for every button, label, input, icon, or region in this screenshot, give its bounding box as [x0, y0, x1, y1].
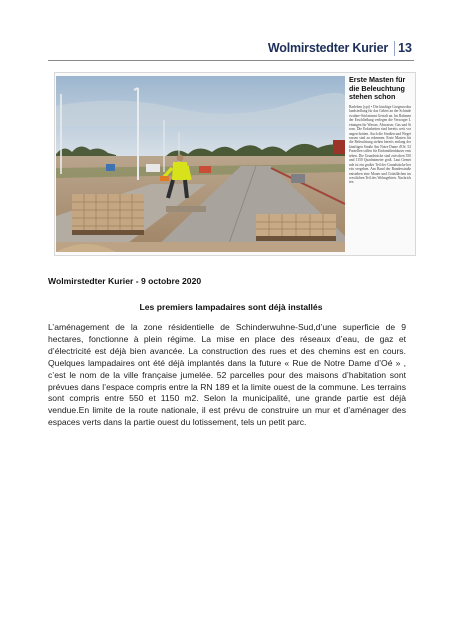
- article-source-line: Wolmirstedter Kurier - 9 octobre 2020: [48, 276, 202, 286]
- article-body: L’aménagement de la zone résidentielle de Schinderwuhne-Sud,d’une superficie de 9 hectares, fonctionne à plein régime. La mise en place des réseaux d’eau, de gaz et d’électricité est déjà bien avancée. La construction des rues et des chemins est en cours. Quelques lampadaires ont été déjà implantés dans la future « Rue de Notre Dame d’Oé » , c’est le nom de la ville française jumelée. 52 parcelles pour des maisons d’habitation sont prévues dans l’espace compris entre la RN 189 et la limite ouest de la commune. Les terrains sont compris entre 550 et 1150 m2. Selon la municipalité, une grande partie est déjà vendue.En limite de la route nationale, il est prévu de construire un mur et d’aménager des espaces verts dans la partie ouest du lotissement, tels un petit parc.: [48, 322, 406, 428]
- clipping-sidebar-text: Barleben (ypi) • Die künftige Gorgenwohnlandsiedlung für das Gebiet an der Schinderwuhne-Süd nimmt Gestalt an. Im Rahmen der Erschließung verlegen die Versorger Leitungen für Wasser, Abwasser, Gas und Strom. Die Erdarbeiten sind bereits weit vorangeschritten. Auch die Straßen und Wegetrassen sind zu erkennen. Erste Masten für die Beleuchtung stehen bereits entlang der künftigen Straße Am Notre Dame d'Oé. 52 Parzellen sollen für Einfamilienhäuser entstehen. Die Grundstücke sind zwischen 550 und 1150 Quadratmeter groß. Laut Gemeinde ist ein großer Teil der Grundstücke bereits vergeben. Am Rand der Bundesstraße entstehen eine Mauer und Grünflächen im westlichen Teil des Wohngebiets. Nachrichten: [349, 104, 411, 185]
- article-headline: Les premiers lampadaires sont déjà installés: [139, 302, 323, 312]
- newspaper-clipping: [54, 72, 416, 256]
- construction-photo: [56, 76, 345, 252]
- clipping-sidebar: [349, 76, 411, 252]
- newspaper-title: Wolmirstedter Kurier: [267, 41, 388, 55]
- newspaper-masthead: [48, 38, 414, 61]
- page-number: 13: [398, 41, 412, 55]
- masthead-divider: [394, 41, 395, 56]
- clipping-sidebar-title: Erste Masten für die Beleuchtung stehen schon: [349, 76, 406, 102]
